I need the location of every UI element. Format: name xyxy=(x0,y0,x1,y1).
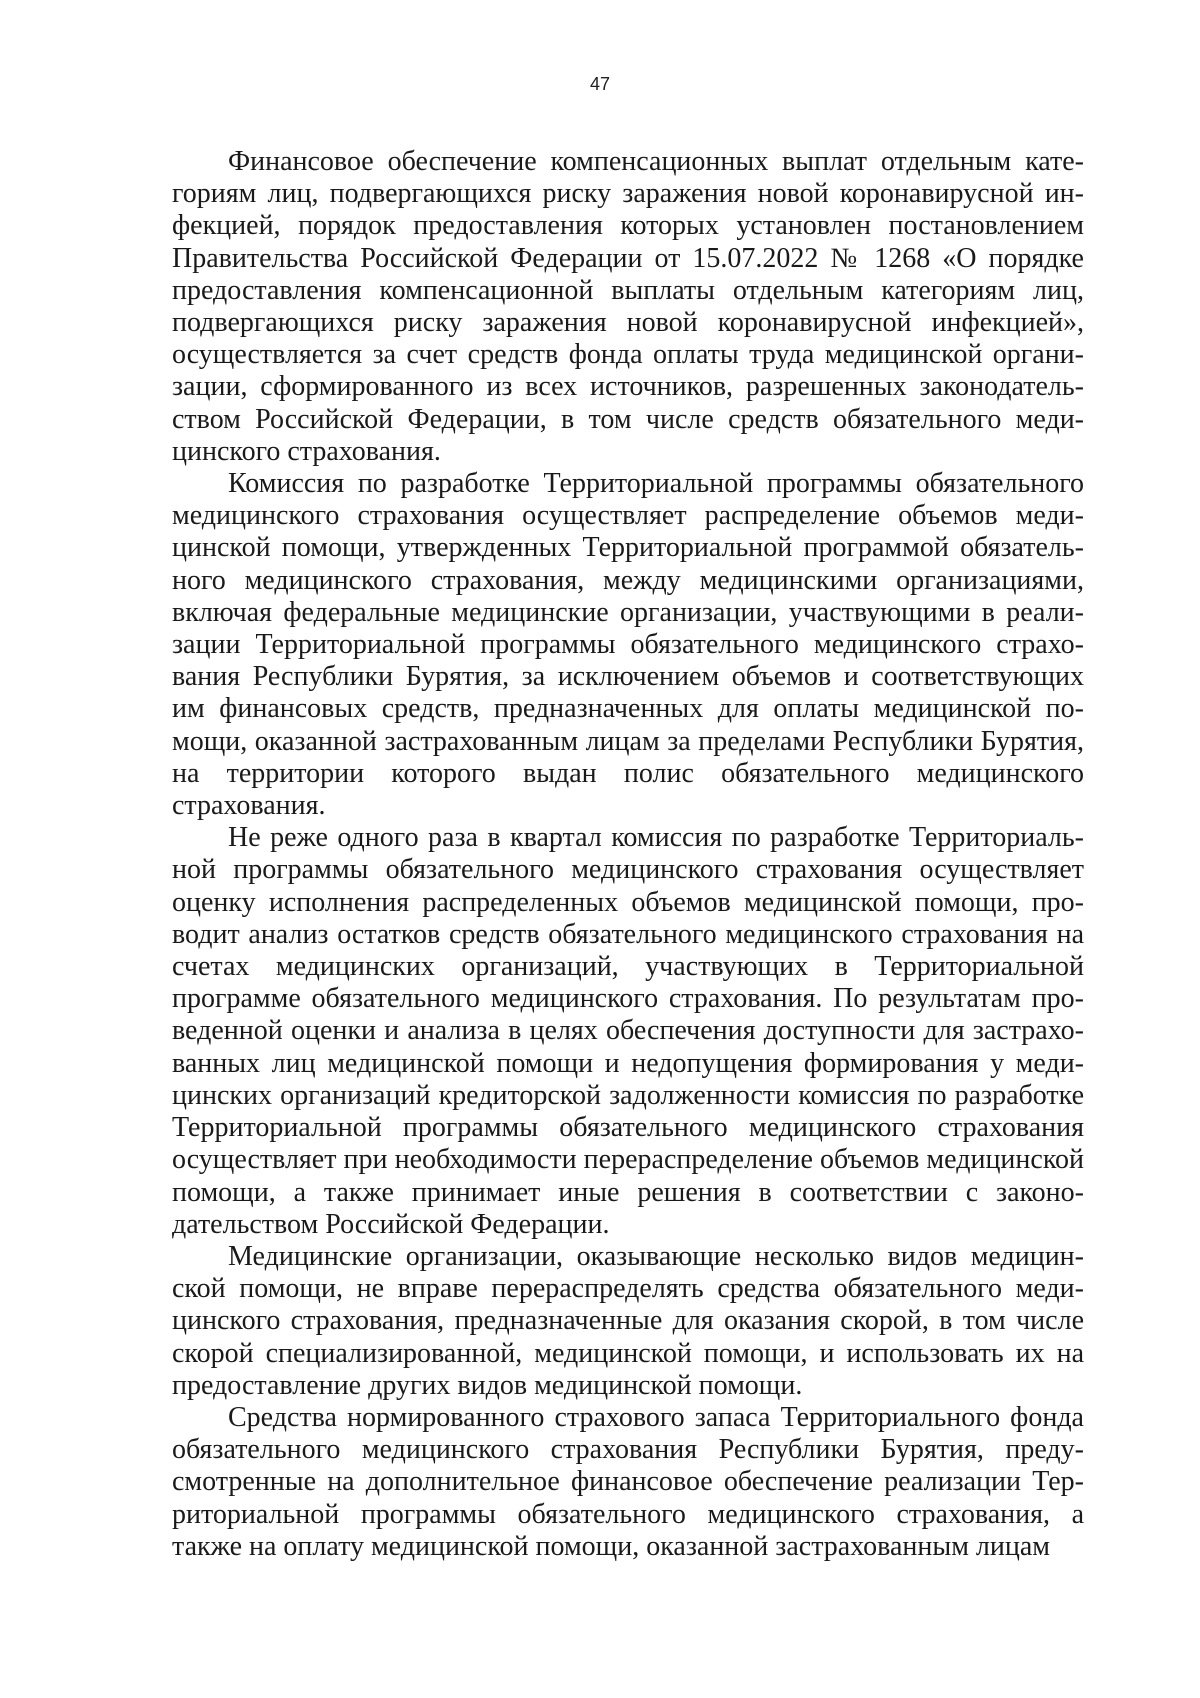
paragraph-insurance-reserve: Средства нормированного страхового запаса Территориального фонда обязательного медицинского страхования Республики Бурятия, предусмотренные на дополнительное финансовое обеспечение реализации Территориальной программы обязательного медицинского страхования, а также на оплату медицинской помощи, оказанной застрахованным лицам xyxy=(172,1401,1084,1562)
document-body xyxy=(172,146,1084,1563)
paragraph-compensation-payments: Финансовое обеспечение компенсационных выплат отдельным категориям лиц, подвергающихся риску заражения новой коронавирусной инфекцией, порядок предоставления которых установлен постановлением Правительства Российской Федерации от 15.07.2022 № 1268 «О порядке предоставления компенсационной выплаты отдельным категориям лиц, подвергающихся риску заражения новой коронавирусной инфекцией», осуществляется за счет средств фонда оплаты труда медицинской организации, сформированного из всех источников, разрешенных законодательством Российской Федерации, в том числе средств обязательного медицинского страхования. xyxy=(172,146,1084,467)
paragraph-quarterly-assessment: Не реже одного раза в квартал комиссия по разработке Территориальной программы обязательного медицинского страхования осуществляет оценку исполнения распределенных объемов медицинской помощи, проводит анализ остатков средств обязательного медицинского страхования на счетах медицинских организаций, участвующих в Территориальной программе обязательного медицинского страхования. По результатам проведенной оценки и анализа в целях обеспечения доступности для застрахованных лиц медицинской помощи и недопущения формирования у медицинских организаций кредиторской задолженности комиссия по разработке Территориальной программы обязательного медицинского страхования осуществляет при необходимости перераспределение объемов медицинской помощи, а также принимает иные решения в соответствии с законодательством Российской Федерации. xyxy=(172,822,1084,1240)
paragraph-commission-distribution: Комиссия по разработке Территориальной программы обязательного медицинского страхования осуществляет распределение объемов медицинской помощи, утвержденных Территориальной программой обязательного медицинского страхования, между медицинскими организациями, включая федеральные медицинские организации, участвующими в реализации Территориальной программы обязательного медицинского страхования Республики Бурятия, за исключением объемов и соответствующих им финансовых средств, предназначенных для оплаты медицинской помощи, оказанной застрахованным лицам за пределами Республики Бурятия, на территории которого выдан полис обязательного медицинского страхования. xyxy=(172,468,1084,822)
page-number: 47 xyxy=(589,74,611,94)
paragraph-emergency-funds: Медицинские организации, оказывающие несколько видов медицинской помощи, не вправе перераспределять средства обязательного медицинского страхования, предназначенные для оказания скорой, в том числе скорой специализированной, медицинской помощи, и использовать их на предоставление других видов медицинской помощи. xyxy=(172,1240,1084,1401)
